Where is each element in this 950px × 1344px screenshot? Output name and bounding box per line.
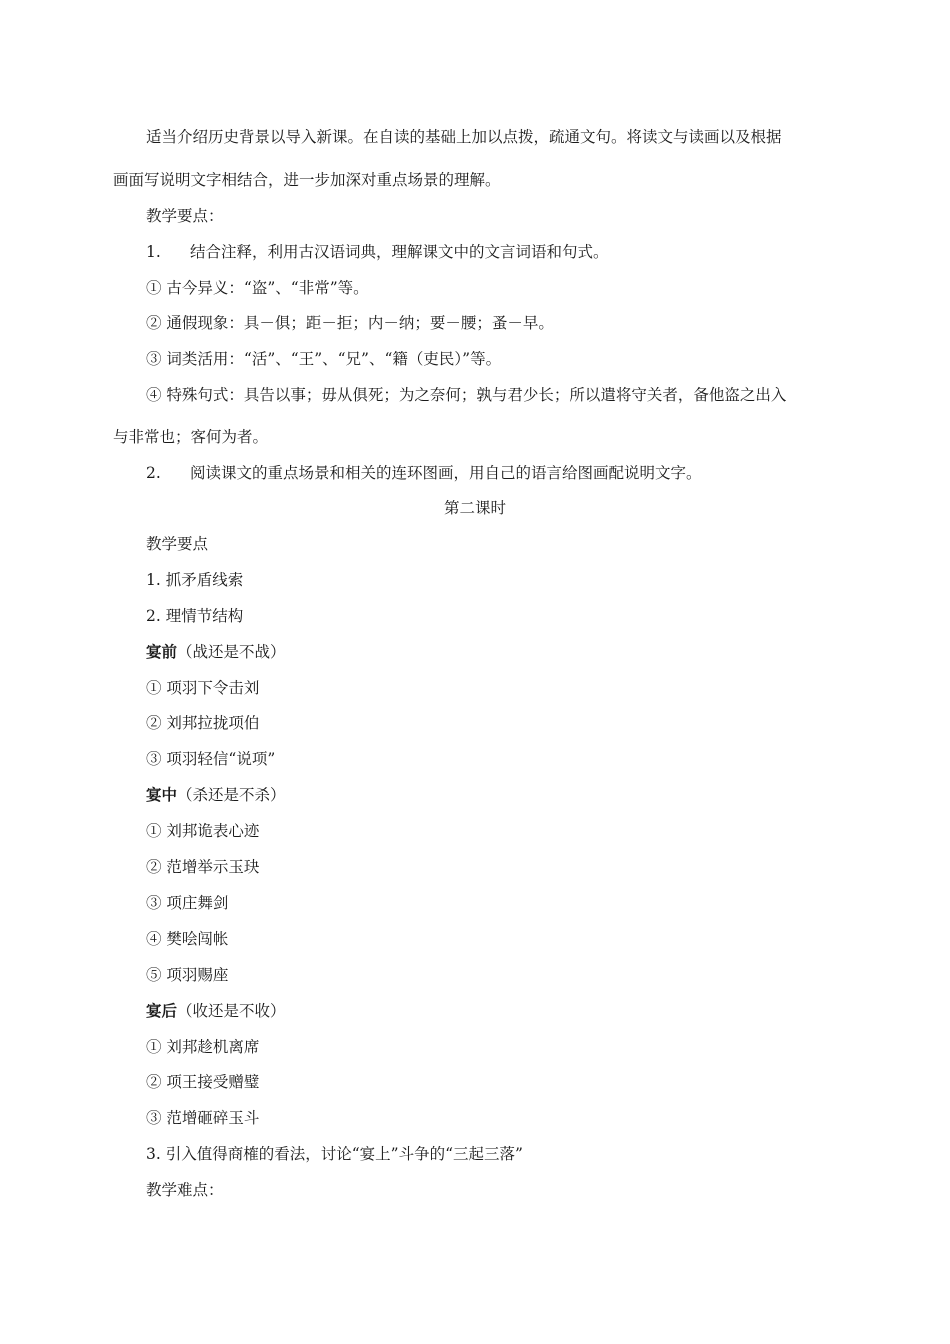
stage-note: （战还是不战） xyxy=(177,643,286,661)
list-text: 阅读课文的重点场景和相关的连环图画，用自己的语言给图画配说明文字。 xyxy=(190,464,702,482)
list-item: ⑤ 项羽赐座 xyxy=(146,966,229,984)
lesson2-item-3: 3. 引入值得商榷的看法，讨论“宴上”斗争的“三起三落” xyxy=(146,1145,523,1163)
list-item: ④ 樊哙闯帐 xyxy=(146,930,229,948)
stage-during xyxy=(146,785,286,805)
list-item: ① 刘邦趁机离席 xyxy=(146,1038,260,1056)
section-heading-difficulty: 教学难点： xyxy=(146,1181,224,1199)
list-item: ① 刘邦诡表心迹 xyxy=(146,822,260,840)
stage-label: 宴中 xyxy=(146,785,178,804)
lesson2-item-1: 1. 抓矛盾线索 xyxy=(146,571,244,589)
list-text: 结合注释，利用古汉语词典，理解课文中的文言词语和句式。 xyxy=(190,243,609,261)
list-item: ② 项王接受赠璧 xyxy=(146,1073,260,1091)
stage-note: （收还是不收） xyxy=(177,1002,286,1020)
list-item-2 xyxy=(146,463,702,483)
sub-item-1: ① 古今异义：“盗”、“非常”等。 xyxy=(146,279,369,297)
section-heading-lesson2: 教学要点 xyxy=(146,535,209,553)
sub-item-3: ③ 词类活用：“活”、“王”、“兄”、“籍（吏民）”等。 xyxy=(146,350,502,368)
list-number: 1. xyxy=(146,243,161,261)
intro-line-1: 适当介绍历史背景以导入新课。在自读的基础上加以点拨，疏通文句。将读文与读画以及根据 xyxy=(146,128,782,146)
list-item-1 xyxy=(146,242,609,262)
intro-line-2: 画面写说明文字相结合，进一步加深对重点场景的理解。 xyxy=(113,171,501,189)
lesson2-item-2: 2. 理情节结构 xyxy=(146,607,244,625)
stage-label: 宴前 xyxy=(146,642,178,661)
sub-item-4-line-1: ④ 特殊句式：具告以事；毋从俱死；为之奈何；孰与君少长；所以遣将守关者，备他盗之出入 xyxy=(146,386,787,404)
list-item: ② 范增举示玉玦 xyxy=(146,858,260,876)
stage-note: （杀还是不杀） xyxy=(177,786,286,804)
list-item: ① 项羽下令击刘 xyxy=(146,679,260,697)
lesson-title: 第二课时 xyxy=(443,499,506,517)
list-item: ③ 项庄舞剑 xyxy=(146,894,229,912)
stage-before xyxy=(146,642,286,662)
section-heading-points: 教学要点： xyxy=(146,207,224,225)
list-item: ② 刘邦拉拢项伯 xyxy=(146,714,260,732)
list-item: ③ 范增砸碎玉斗 xyxy=(146,1109,260,1127)
sub-item-4-line-2: 与非常也；客何为者。 xyxy=(113,428,269,446)
stage-label: 宴后 xyxy=(146,1001,178,1020)
sub-item-2: ② 通假现象：具－俱；距－拒；内－纳；要－腰；蚤－早。 xyxy=(146,314,554,332)
list-item: ③ 项羽轻信“说项” xyxy=(146,750,276,768)
list-number: 2. xyxy=(146,464,161,482)
stage-after xyxy=(146,1001,286,1021)
